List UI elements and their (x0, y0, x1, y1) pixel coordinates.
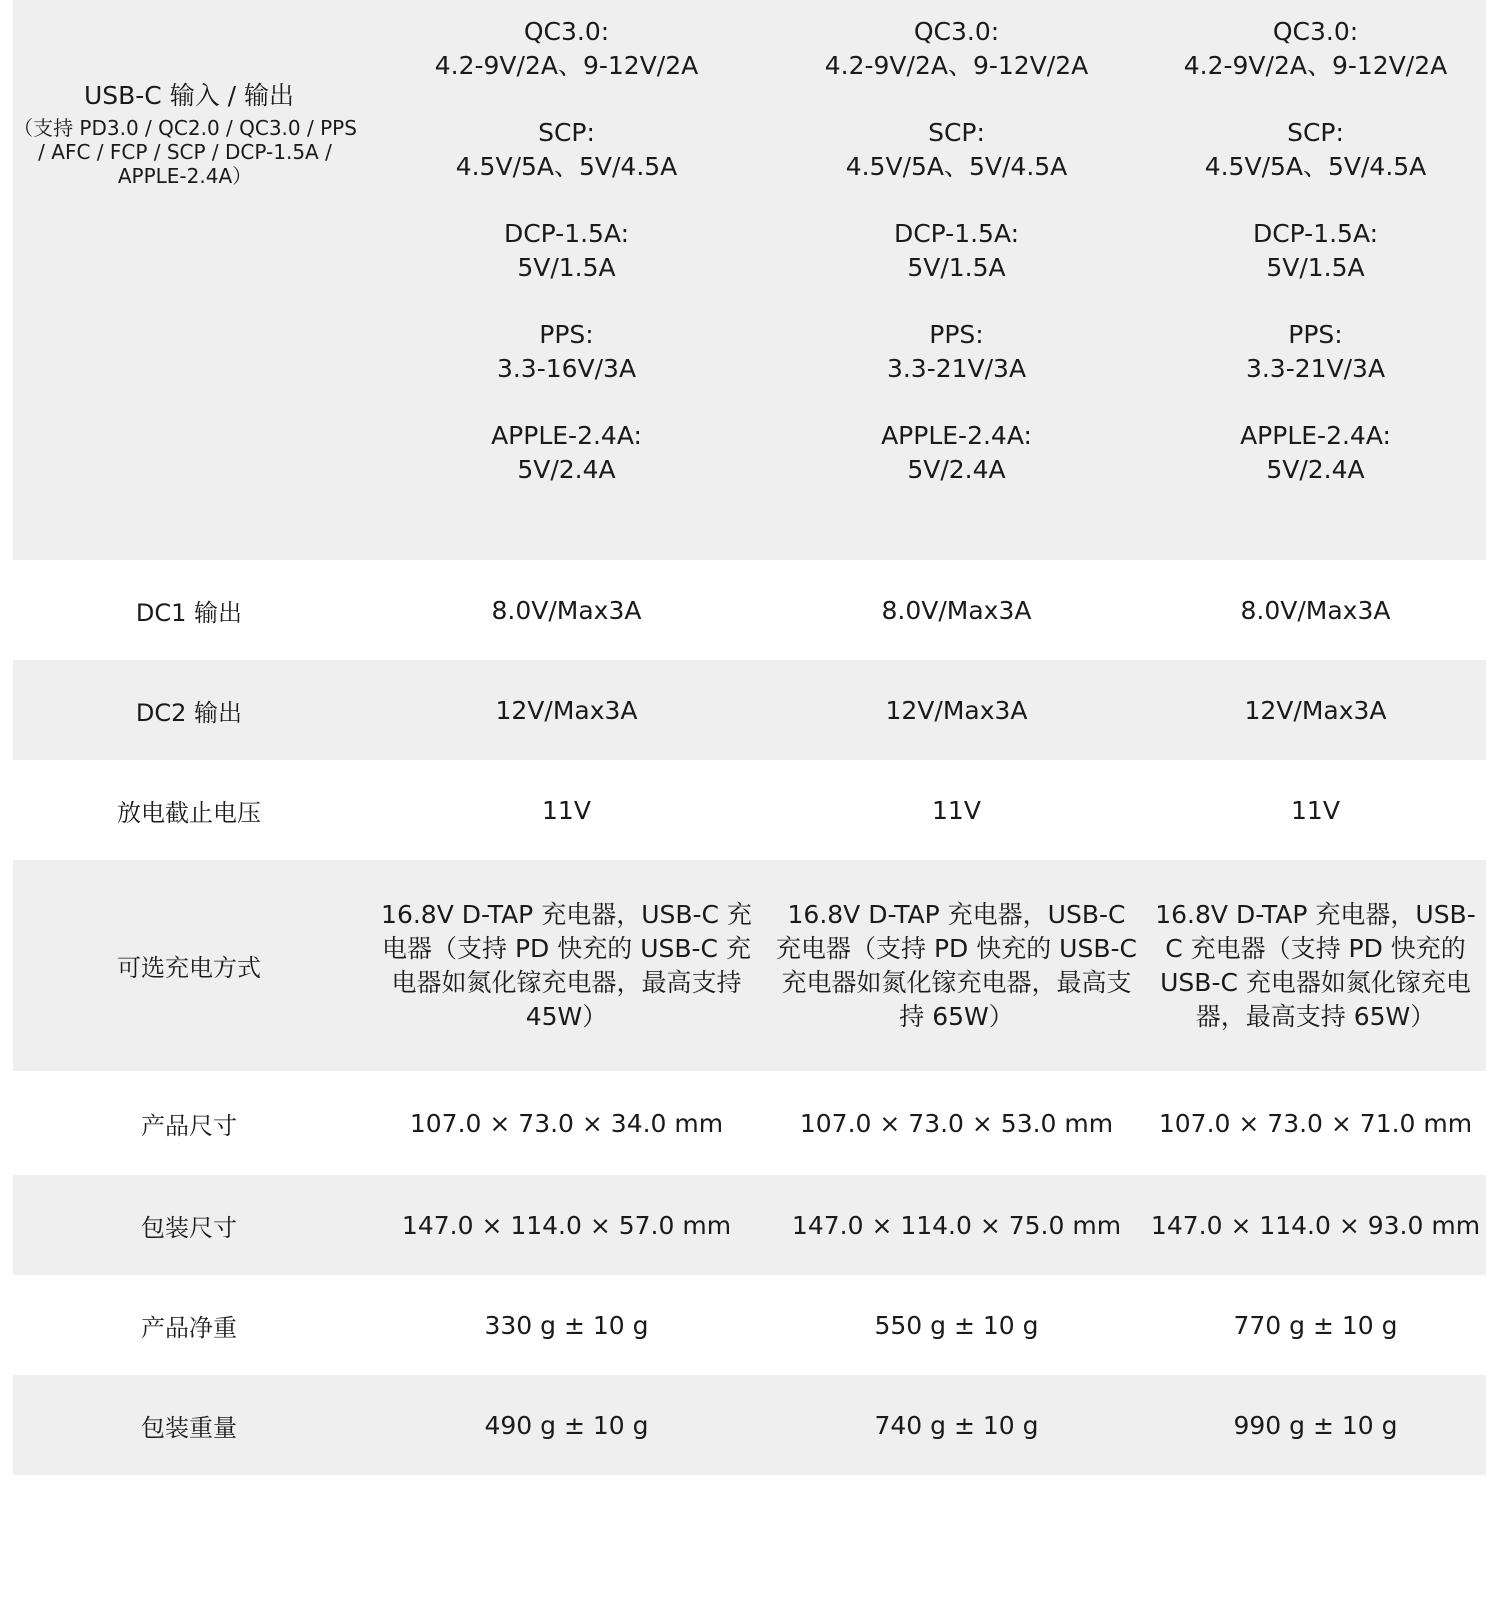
spec-name: PPS: (539, 320, 594, 349)
row-label: 产品净重 (141, 1313, 237, 1342)
spec-entry (365, 15, 768, 83)
spec-cell: 550 g ± 10 g (874, 1310, 1039, 1340)
spec-row-package-size (13, 1175, 1486, 1275)
spec-entry (768, 419, 1145, 487)
spec-cell: 147.0 × 114.0 × 93.0 mm (1150, 1210, 1481, 1240)
spec-entry (365, 318, 768, 386)
spec-value: 5V/1.5A (1266, 253, 1365, 282)
spec-value: 5V/1.5A (517, 253, 616, 282)
spec-entry (1145, 217, 1486, 285)
spec-row-dc2-output (13, 660, 1486, 760)
spec-cell: 12V/Max3A (885, 695, 1028, 725)
spec-cell: 16.8V D-TAP 充电器，USB-C 充电器（支持 PD 快充的 USB-C 充电器如氮化镓充电器，最高支持 65W） (776, 899, 1137, 1031)
usbc-label-title: USB-C 输入 / 输出 (83, 81, 295, 110)
spec-value: 3.3-16V/3A (496, 354, 637, 383)
spec-value: 3.3-21V/3A (1245, 354, 1386, 383)
spec-cell: 12V/Max3A (1244, 695, 1387, 725)
row-label-usbc (13, 0, 365, 188)
spec-cell: 770 g ± 10 g (1233, 1310, 1398, 1340)
spec-row-dc1-output (13, 560, 1486, 660)
spec-cell: 8.0V/Max3A (491, 595, 642, 625)
spec-entry (768, 15, 1145, 83)
usbc-label-subtitle: （支持 PD3.0 / QC2.0 / QC3.0 / PPS / AFC / FCP / SCP / DCP-1.5A / APPLE-2.4A） (13, 116, 357, 188)
spec-cell: 11V (932, 795, 981, 825)
spec-name: DCP-1.5A: (1252, 219, 1379, 248)
spec-cell: 330 g ± 10 g (484, 1310, 649, 1340)
spec-entry (1145, 318, 1486, 386)
spec-entry (1145, 116, 1486, 184)
spec-row-usbc (13, 0, 1486, 560)
spec-cell: 490 g ± 10 g (484, 1410, 649, 1440)
spec-cell: 16.8V D-TAP 充电器，USB-C 充电器（支持 PD 快充的 USB-C 充电器如氮化镓充电器，最高支持 45W） (381, 899, 752, 1031)
spec-value: 5V/1.5A (907, 253, 1006, 282)
spec-row-cutoff-voltage (13, 760, 1486, 860)
spec-name: SCP: (928, 118, 985, 147)
usbc-column-1 (365, 0, 768, 520)
spec-row-product-size (13, 1071, 1486, 1175)
spec-row-charging-methods (13, 860, 1486, 1071)
spec-row-package-weight (13, 1375, 1486, 1475)
spec-name: APPLE-2.4A: (881, 421, 1032, 450)
spec-entry (768, 217, 1145, 285)
row-label: 包装重量 (141, 1413, 237, 1442)
usbc-column-3 (1145, 0, 1486, 520)
spec-cell: 11V (1291, 795, 1340, 825)
spec-value: 3.3-21V/3A (886, 354, 1027, 383)
spec-entry (365, 116, 768, 184)
spec-cell: 107.0 × 73.0 × 34.0 mm (409, 1108, 724, 1138)
spec-name: QC3.0: (1272, 17, 1359, 46)
spec-name: DCP-1.5A: (503, 219, 630, 248)
spec-value: 5V/2.4A (1266, 455, 1365, 484)
spec-name: APPLE-2.4A: (1240, 421, 1391, 450)
row-label: DC1 输出 (135, 598, 243, 627)
spec-row-net-weight (13, 1275, 1486, 1375)
spec-cell: 107.0 × 73.0 × 71.0 mm (1158, 1108, 1473, 1138)
row-label: 放电截止电压 (117, 798, 261, 827)
spec-entry (1145, 419, 1486, 487)
spec-name: DCP-1.5A: (893, 219, 1020, 248)
spec-entry (365, 217, 768, 285)
spec-name: SCP: (1287, 118, 1344, 147)
spec-entry (768, 318, 1145, 386)
row-label: 包装尺寸 (141, 1213, 237, 1242)
spec-cell: 16.8V D-TAP 充电器，USB-C 充电器（支持 PD 快充的 USB-C 充电器如氮化镓充电器，最高支持 65W） (1155, 899, 1476, 1031)
spec-name: PPS: (1288, 320, 1343, 349)
spec-cell: 8.0V/Max3A (1240, 595, 1391, 625)
usbc-column-2 (768, 0, 1145, 520)
row-label: 产品尺寸 (141, 1111, 237, 1140)
spec-cell: 740 g ± 10 g (874, 1410, 1039, 1440)
spec-value: 4.5V/5A、5V/4.5A (845, 152, 1068, 181)
spec-cell: 147.0 × 114.0 × 57.0 mm (401, 1210, 732, 1240)
spec-value: 4.2-9V/2A、9-12V/2A (824, 51, 1089, 80)
spec-value: 5V/2.4A (907, 455, 1006, 484)
spec-cell: 107.0 × 73.0 × 53.0 mm (799, 1108, 1114, 1138)
spec-cell: 11V (542, 795, 591, 825)
spec-cell: 8.0V/Max3A (881, 595, 1032, 625)
spec-entry (1145, 15, 1486, 83)
spec-value: 4.2-9V/2A、9-12V/2A (434, 51, 699, 80)
spec-value: 4.2-9V/2A、9-12V/2A (1183, 51, 1448, 80)
spec-name: QC3.0: (913, 17, 1000, 46)
spec-cell: 147.0 × 114.0 × 75.0 mm (791, 1210, 1122, 1240)
spec-name: PPS: (929, 320, 984, 349)
spec-name: SCP: (538, 118, 595, 147)
spec-value: 4.5V/5A、5V/4.5A (455, 152, 678, 181)
spec-name: QC3.0: (523, 17, 610, 46)
spec-entry (768, 116, 1145, 184)
spec-cell: 990 g ± 10 g (1233, 1410, 1398, 1440)
spec-name: APPLE-2.4A: (491, 421, 642, 450)
row-label: DC2 输出 (135, 698, 243, 727)
spec-value: 5V/2.4A (517, 455, 616, 484)
spec-entry (365, 419, 768, 487)
spec-table (13, 0, 1486, 1475)
row-label: 可选充电方式 (117, 954, 261, 982)
spec-value: 4.5V/5A、5V/4.5A (1204, 152, 1427, 181)
spec-cell: 12V/Max3A (495, 695, 638, 725)
